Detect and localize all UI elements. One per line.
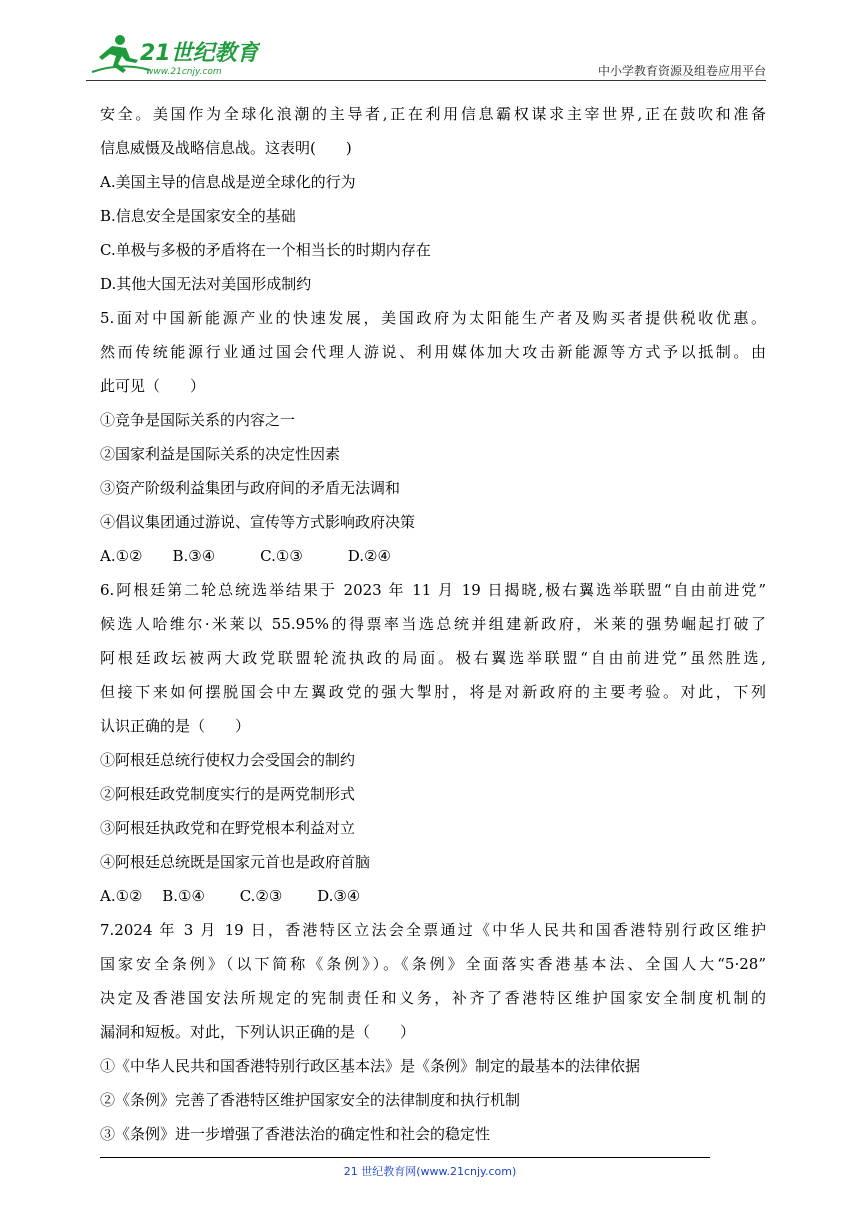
svg-text:www.21cnjy.com: www.21cnjy.com — [146, 67, 222, 77]
text-line: B.信息安全是国家安全的基础 — [100, 207, 296, 225]
footer-divider — [100, 1157, 710, 1158]
text-line: ③《条例》进一步增强了香港法治的确定性和社会的稳定性 — [100, 1125, 491, 1143]
text-line: 国家安全条例》（以下简称《条例》）。《条例》全面落实香港基本法、全国人大“5·28” — [100, 955, 766, 973]
text-line: A.美国主导的信息战是逆全球化的行为 — [100, 173, 356, 191]
text-line: ③资产阶级利益集团与政府间的矛盾无法调和 — [100, 479, 401, 497]
text-line: 然而传统能源行业通过国会代理人游说、利用媒体加大攻击新能源等方式予以抵制。由 — [100, 343, 766, 361]
header-divider — [86, 80, 766, 81]
text-line: 安全。美国作为全球化浪潮的主导者,正在利用信息霸权谋求主宰世界,正在鼓吹和准备 — [100, 105, 766, 123]
text-line: 但接下来如何摆脱国会中左翼政党的强大掣肘，将是对新政府的主要考验。对此，下列 — [100, 683, 766, 701]
text-line: C.单极与多极的矛盾将在一个相当长的时期内存在 — [100, 241, 431, 259]
text-line: ③阿根廷执政党和在野党根本利益对立 — [100, 819, 356, 837]
text-line: ②国家利益是国际关系的决定性因素 — [100, 445, 341, 463]
platform-name: 中小学教育资源及组卷应用平台 — [597, 64, 766, 78]
text-line: ①阿根廷总统行使权力会受国会的制约 — [100, 751, 356, 769]
text-line: 5.面对中国新能源产业的快速发展，美国政府为太阳能生产者及购买者提供税收优惠。 — [100, 309, 766, 327]
logo — [90, 32, 260, 78]
text-line: A.①② B.③④ C.①③ D.②④ — [100, 547, 391, 565]
text-line: D.其他大国无法对美国形成制约 — [100, 275, 312, 293]
text-line: 阿根廷政坛被两大政党联盟轮流执政的局面。极右翼选举联盟“自由前进党”虽然胜选, — [100, 649, 766, 667]
document-body — [100, 97, 766, 1151]
text-line: 候选人哈维尔·米莱以 55.95%的得票率当选总统并组建新政府，米莱的强势崛起打破了 — [100, 615, 766, 633]
page-header — [86, 30, 766, 80]
text-line: 6.阿根廷第二轮总统选举结果于 2023 年 11 月 19 日揭晓,极右翼选举联盟“自由前进党” — [100, 581, 766, 599]
text-line: 漏洞和短板。对此，下列认识正确的是（ ） — [100, 1023, 416, 1041]
text-line: 此可见（ ） — [100, 377, 206, 395]
running-man-icon — [90, 32, 260, 78]
svg-text:21世纪教育: 21世纪教育 — [140, 41, 259, 66]
text-line: ②《条例》完善了香港特区维护国家安全的法律制度和执行机制 — [100, 1091, 521, 1109]
text-line: 7.2024 年 3 月 19 日，香港特区立法会全票通过《中华人民共和国香港特别行政区维护 — [100, 921, 766, 939]
footer-source[interactable]: 21 世纪教育网(www.21cnjy.com) — [343, 1165, 517, 1178]
text-line: 认识正确的是（ ） — [100, 717, 251, 735]
text-line: 信息威慑及战略信息战。这表明( ) — [100, 139, 352, 157]
text-line: ②阿根廷政党制度实行的是两党制形式 — [100, 785, 356, 803]
text-line: ④阿根廷总统既是国家元首也是政府首脑 — [100, 853, 371, 871]
text-line: ①竞争是国际关系的内容之一 — [100, 411, 296, 429]
text-line: ④倡议集团通过游说、宣传等方式影响政府决策 — [100, 513, 416, 531]
text-line: ①《中华人民共和国香港特别行政区基本法》是《条例》制定的最基本的法律依据 — [100, 1057, 641, 1075]
text-line: 决定及香港国安法所规定的宪制责任和义务，补齐了香港特区维护国家安全制度机制的 — [100, 989, 766, 1007]
text-line: A.①② B.①④ C.②③ D.③④ — [100, 887, 361, 905]
